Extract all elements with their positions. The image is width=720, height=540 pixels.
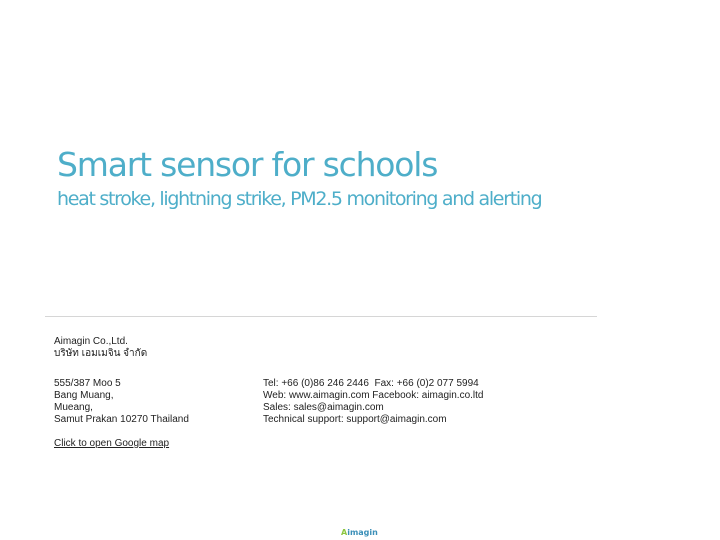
company-name-th: บริษัท เอมเมจิน จำกัด bbox=[54, 348, 148, 359]
divider-line bbox=[45, 316, 597, 317]
logo-letter-a: A bbox=[341, 528, 348, 537]
title-block bbox=[57, 144, 697, 212]
company-names bbox=[54, 336, 147, 360]
slide-title: Smart sensor for schools bbox=[57, 145, 438, 184]
google-map-link[interactable]: Click to open Google map bbox=[54, 438, 170, 449]
address-line: Bang Muang, bbox=[54, 390, 114, 401]
address-block bbox=[54, 378, 189, 426]
contact-web-facebook: Web: www.aimagin.com Facebook: aimagin.co.ltd bbox=[263, 390, 484, 401]
slide-subtitle: heat stroke, lightning strike, PM2.5 monitoring and alerting bbox=[57, 188, 542, 210]
contact-phone-fax: Tel: +66 (0)86 246 2446 Fax: +66 (0)2 077 5994 bbox=[263, 378, 479, 389]
contact-sales-email: Sales: sales@aimagin.com bbox=[263, 402, 384, 413]
contact-block bbox=[263, 378, 483, 426]
address-line: Samut Prakan 10270 Thailand bbox=[54, 414, 189, 425]
address-line: Mueang, bbox=[54, 402, 93, 413]
address-line: 555/387 Moo 5 bbox=[54, 378, 121, 389]
logo-text: imagin bbox=[347, 528, 378, 537]
aimagin-logo bbox=[341, 528, 378, 538]
contact-support-email: Technical support: support@aimagin.com bbox=[263, 414, 447, 425]
company-name-en: Aimagin Co.,Ltd. bbox=[54, 336, 128, 347]
